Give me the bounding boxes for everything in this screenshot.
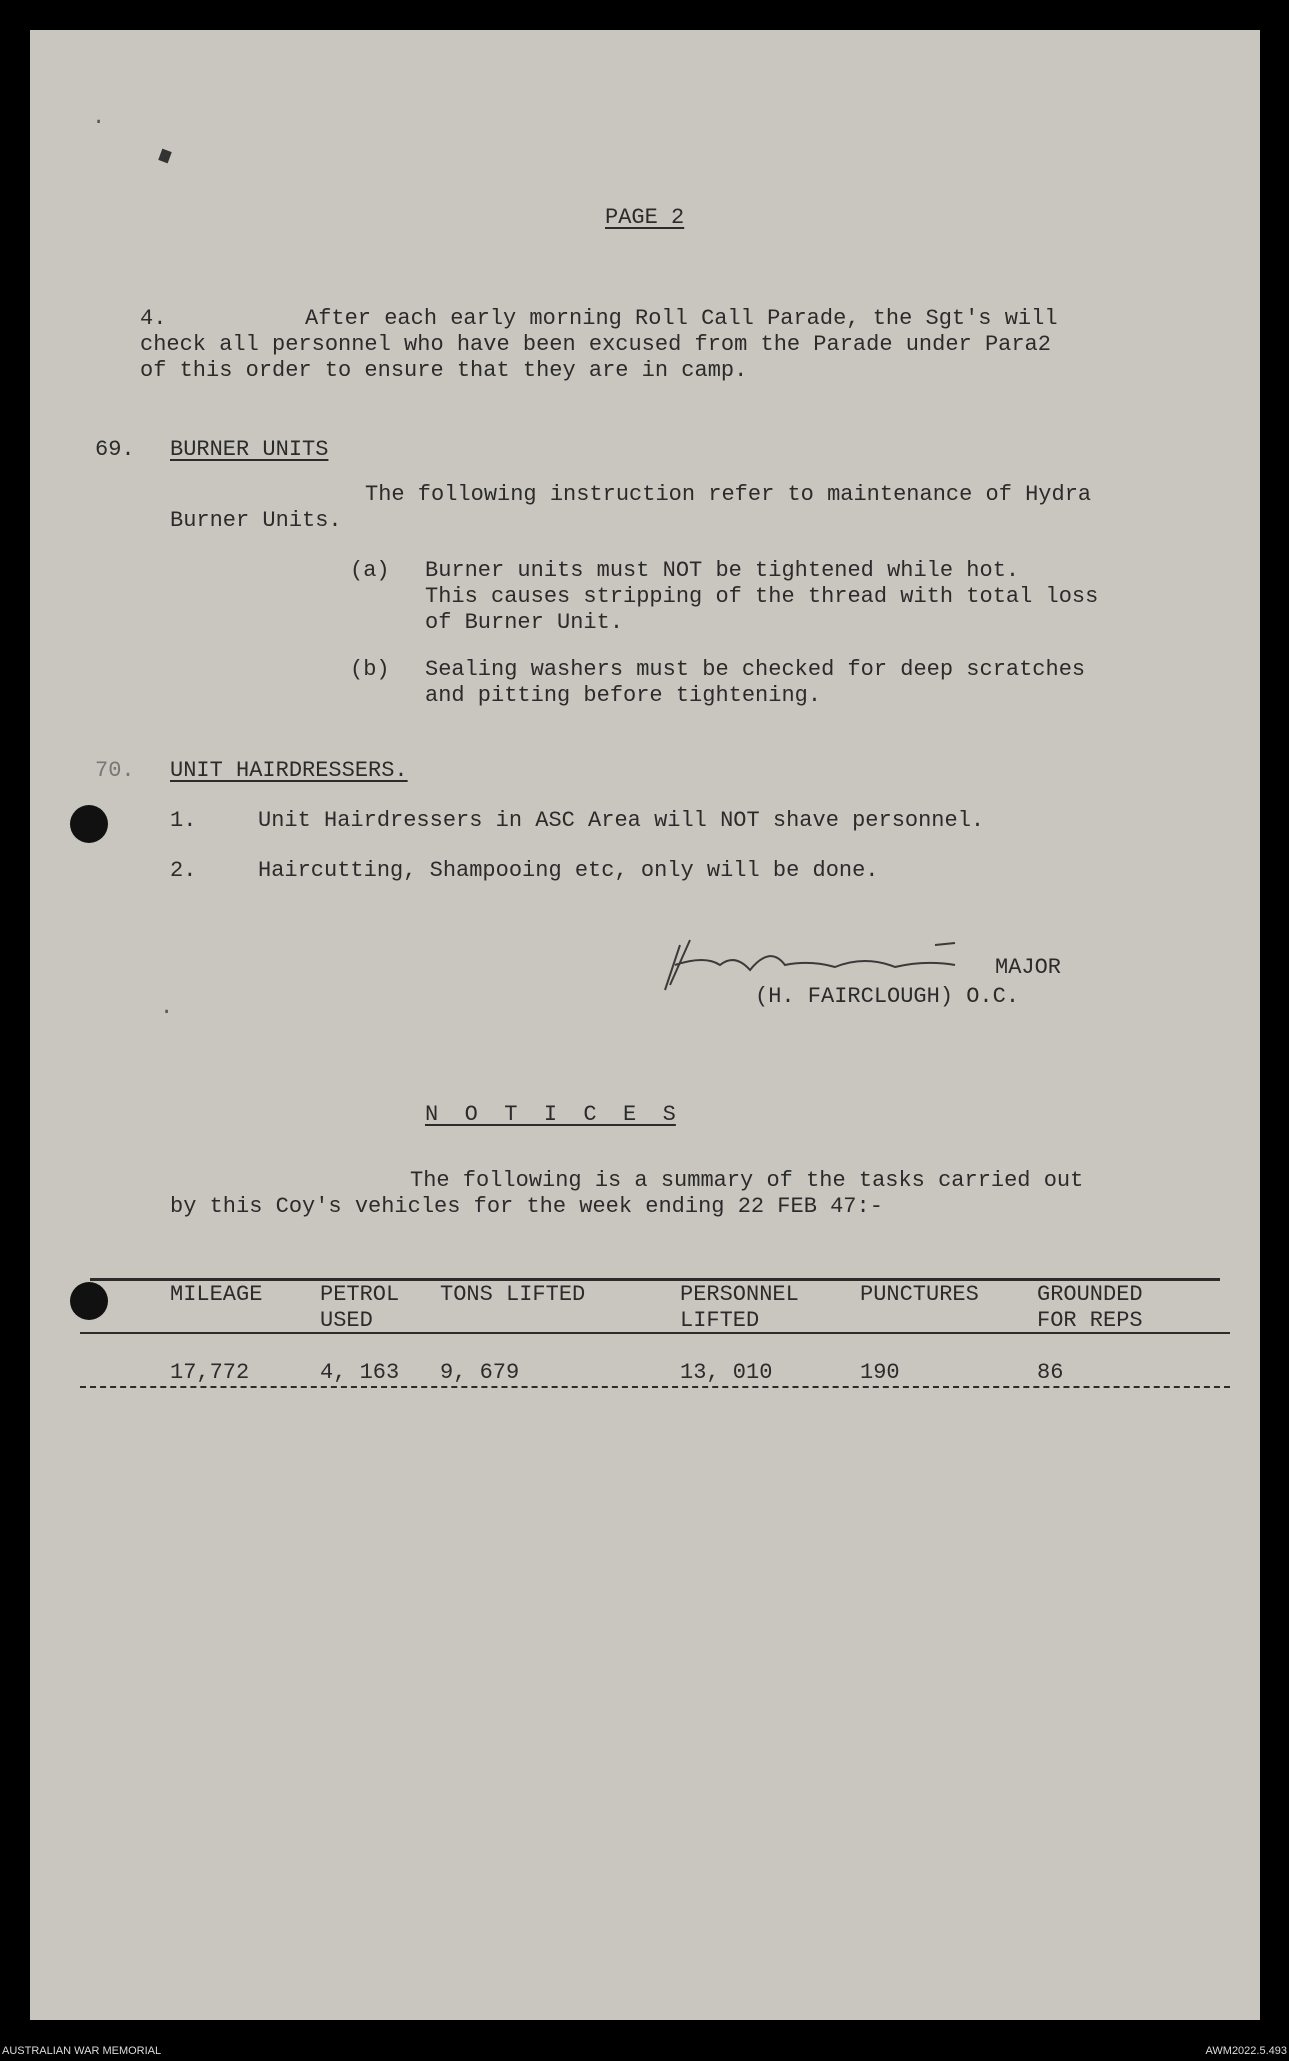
footer-source: AUSTRALIAN WAR MEMORIAL — [2, 2045, 162, 2057]
section-69-title: BURNER UNITS — [170, 437, 329, 462]
header-petrol: PETROL — [320, 1282, 400, 1307]
footer-id: AWM2022.5.493 — [1205, 2045, 1287, 2057]
item-2-number: 2. — [170, 858, 197, 883]
item-2-text: Haircutting, Shampooing etc, only will be done. — [258, 858, 879, 883]
para4-line: of this order to ensure that they are in camp. — [140, 358, 748, 383]
item-a-line: This causes stripping of the thread with total loss — [425, 584, 1099, 609]
mark: . — [92, 105, 106, 130]
signature-name: (H. FAIRCLOUGH) O.C. — [755, 984, 1020, 1009]
para4-line: check all personnel who have been excused from the Parade under Para2 — [140, 332, 1051, 357]
notices-title: N O T I C E S — [425, 1102, 676, 1127]
item-a-line: of Burner Unit. — [425, 610, 624, 635]
header-personnel: PERSONNEL — [680, 1282, 799, 1307]
para4-line: After each early morning Roll Call Parade, the Sgt's will — [305, 306, 1058, 331]
table-bottom-rule — [80, 1386, 1230, 1388]
value-personnel: 13, 010 — [680, 1360, 773, 1385]
value-grounded: 86 — [1037, 1360, 1064, 1385]
section-70-number: 70. — [95, 758, 135, 783]
mark: . — [160, 995, 174, 1020]
value-petrol: 4, 163 — [320, 1360, 400, 1385]
section-70-title: UNIT HAIRDRESSERS. — [170, 758, 408, 783]
section-69-intro: The following instruction refer to maintenance of Hydra — [365, 482, 1092, 507]
value-punctures: 190 — [860, 1360, 900, 1385]
value-mileage: 17,772 — [170, 1360, 250, 1385]
section-69-number: 69. — [95, 437, 135, 462]
item-a-label: (a) — [350, 558, 390, 583]
table-top-rule — [90, 1278, 1220, 1281]
header-tons-lifted: TONS LIFTED — [440, 1282, 586, 1307]
item-1-number: 1. — [170, 808, 197, 833]
notices-line: by this Coy's vehicles for the week ending 22 FEB 47:- — [170, 1194, 883, 1219]
punch-hole-bottom — [70, 1282, 108, 1320]
item-b-line: Sealing washers must be checked for deep scratches — [425, 657, 1086, 682]
item-b-line: and pitting before tightening. — [425, 683, 822, 708]
header-punctures: PUNCTURES — [860, 1282, 979, 1307]
document-page — [30, 30, 1260, 2020]
notices-line: The following is a summary of the tasks carried out — [410, 1168, 1084, 1193]
header-personnel: LIFTED — [680, 1308, 760, 1333]
table-header-rule — [80, 1332, 1230, 1334]
value-tons: 9, 679 — [440, 1360, 520, 1385]
para4-number: 4. — [140, 306, 167, 331]
item-b-label: (b) — [350, 657, 390, 682]
punch-hole-top — [70, 805, 108, 843]
signature-rank: MAJOR — [995, 955, 1062, 980]
header-grounded: GROUNDED — [1037, 1282, 1143, 1307]
header-mileage: MILEAGE — [170, 1282, 263, 1307]
section-69-intro: Burner Units. — [170, 508, 342, 533]
item-a-line: Burner units must NOT be tightened while hot. — [425, 558, 1020, 583]
ink-blot — [158, 149, 172, 164]
page-number: PAGE 2 — [605, 205, 685, 230]
item-1-text: Unit Hairdressers in ASC Area will NOT shave personnel. — [258, 808, 985, 833]
header-petrol: USED — [320, 1308, 373, 1333]
header-grounded: FOR REPS — [1037, 1308, 1143, 1333]
